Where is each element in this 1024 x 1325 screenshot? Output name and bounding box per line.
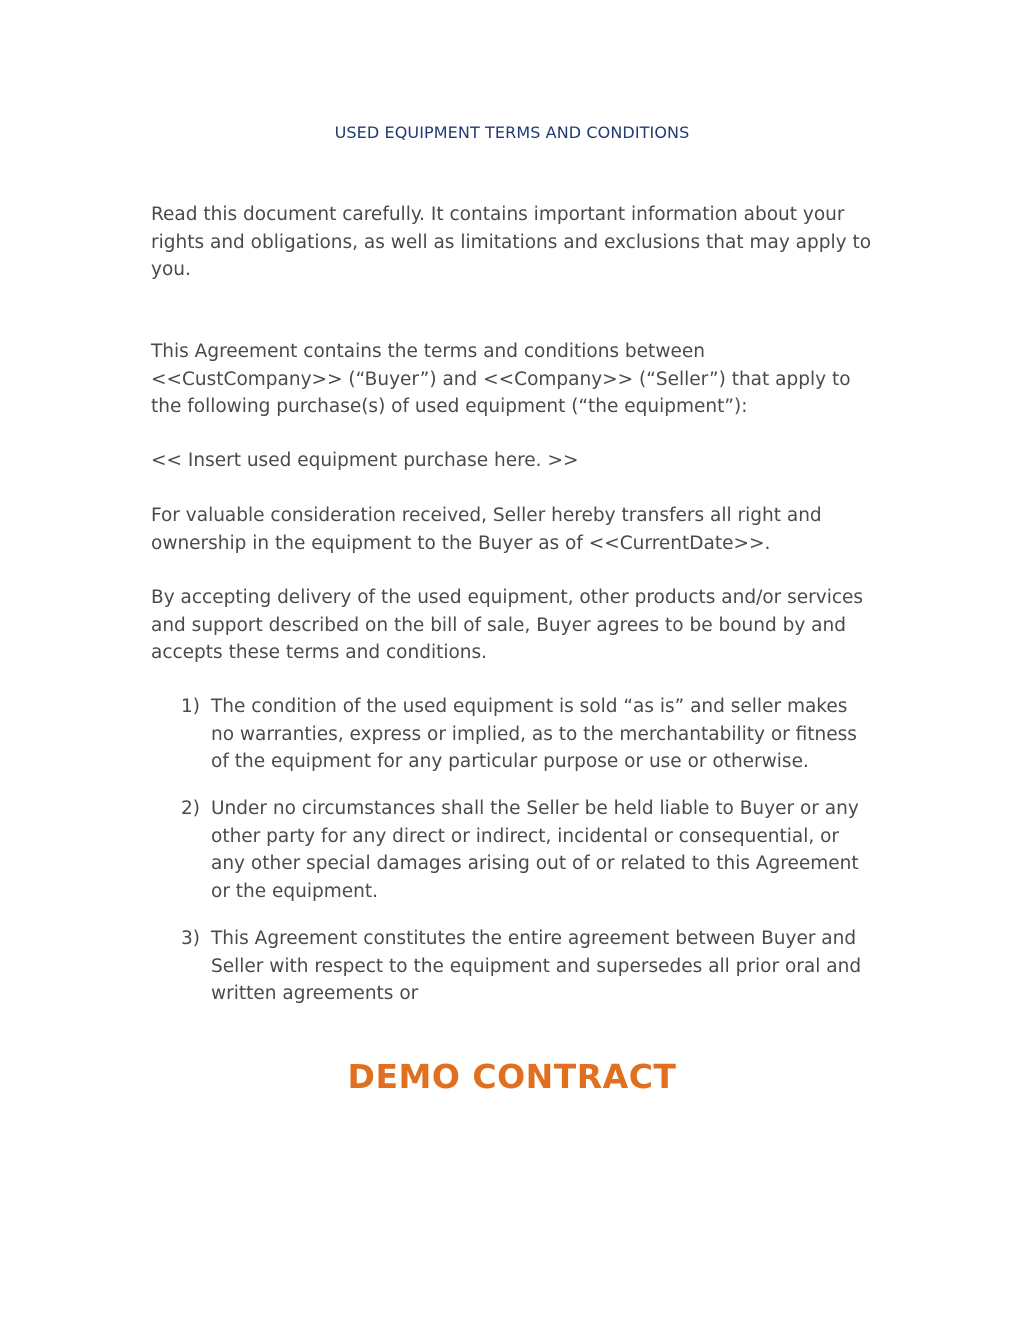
- acceptance-paragraph: By accepting delivery of the used equipment, other products and/or services and support described on the bill of sale, Buyer agrees to be bound by and accepts these terms and conditions.: [151, 587, 864, 663]
- term-number: 3): [181, 928, 200, 949]
- term-text: Under no circumstances shall the Seller be held liable to Buyer or any other party for any direct or indirect, incidental or consequential, or any other special damages arising out of or related to this Agreement or the equipment.: [211, 798, 859, 902]
- term-number: 2): [181, 798, 200, 819]
- agreement-paragraph: This Agreement contains the terms and conditions between <<CustCompany>> (“Buyer”) and <<Company>> (“Seller”) that apply to the following purchase(s) of used equipment (“the equipment”):: [151, 341, 851, 417]
- term-text: This Agreement constitutes the entire agreement between Buyer and Seller with respect to the equipment and supersedes all prior oral and written agreements or: [211, 928, 862, 1004]
- document-title: USED EQUIPMENT TERMS AND CONDITIONS: [334, 123, 690, 142]
- term-number: 1): [181, 696, 200, 717]
- intro-paragraph: Read this document carefully. It contains important information about your rights and obligations, as well as limitations and exclusions that may apply to you.: [151, 204, 872, 280]
- consideration-paragraph: For valuable consideration received, Seller hereby transfers all right and ownership in the equipment to the Buyer as of <<CurrentDate>>.: [151, 505, 822, 554]
- demo-contract-watermark: DEMO CONTRACT: [347, 1057, 677, 1096]
- term-text: The condition of the used equipment is sold “as is” and seller makes no warranties, express or implied, as to the merchantability or fitness of the equipment for any particular purpose or use or otherwise.: [211, 696, 857, 772]
- purchase-placeholder: << Insert used equipment purchase here. >>: [151, 450, 579, 471]
